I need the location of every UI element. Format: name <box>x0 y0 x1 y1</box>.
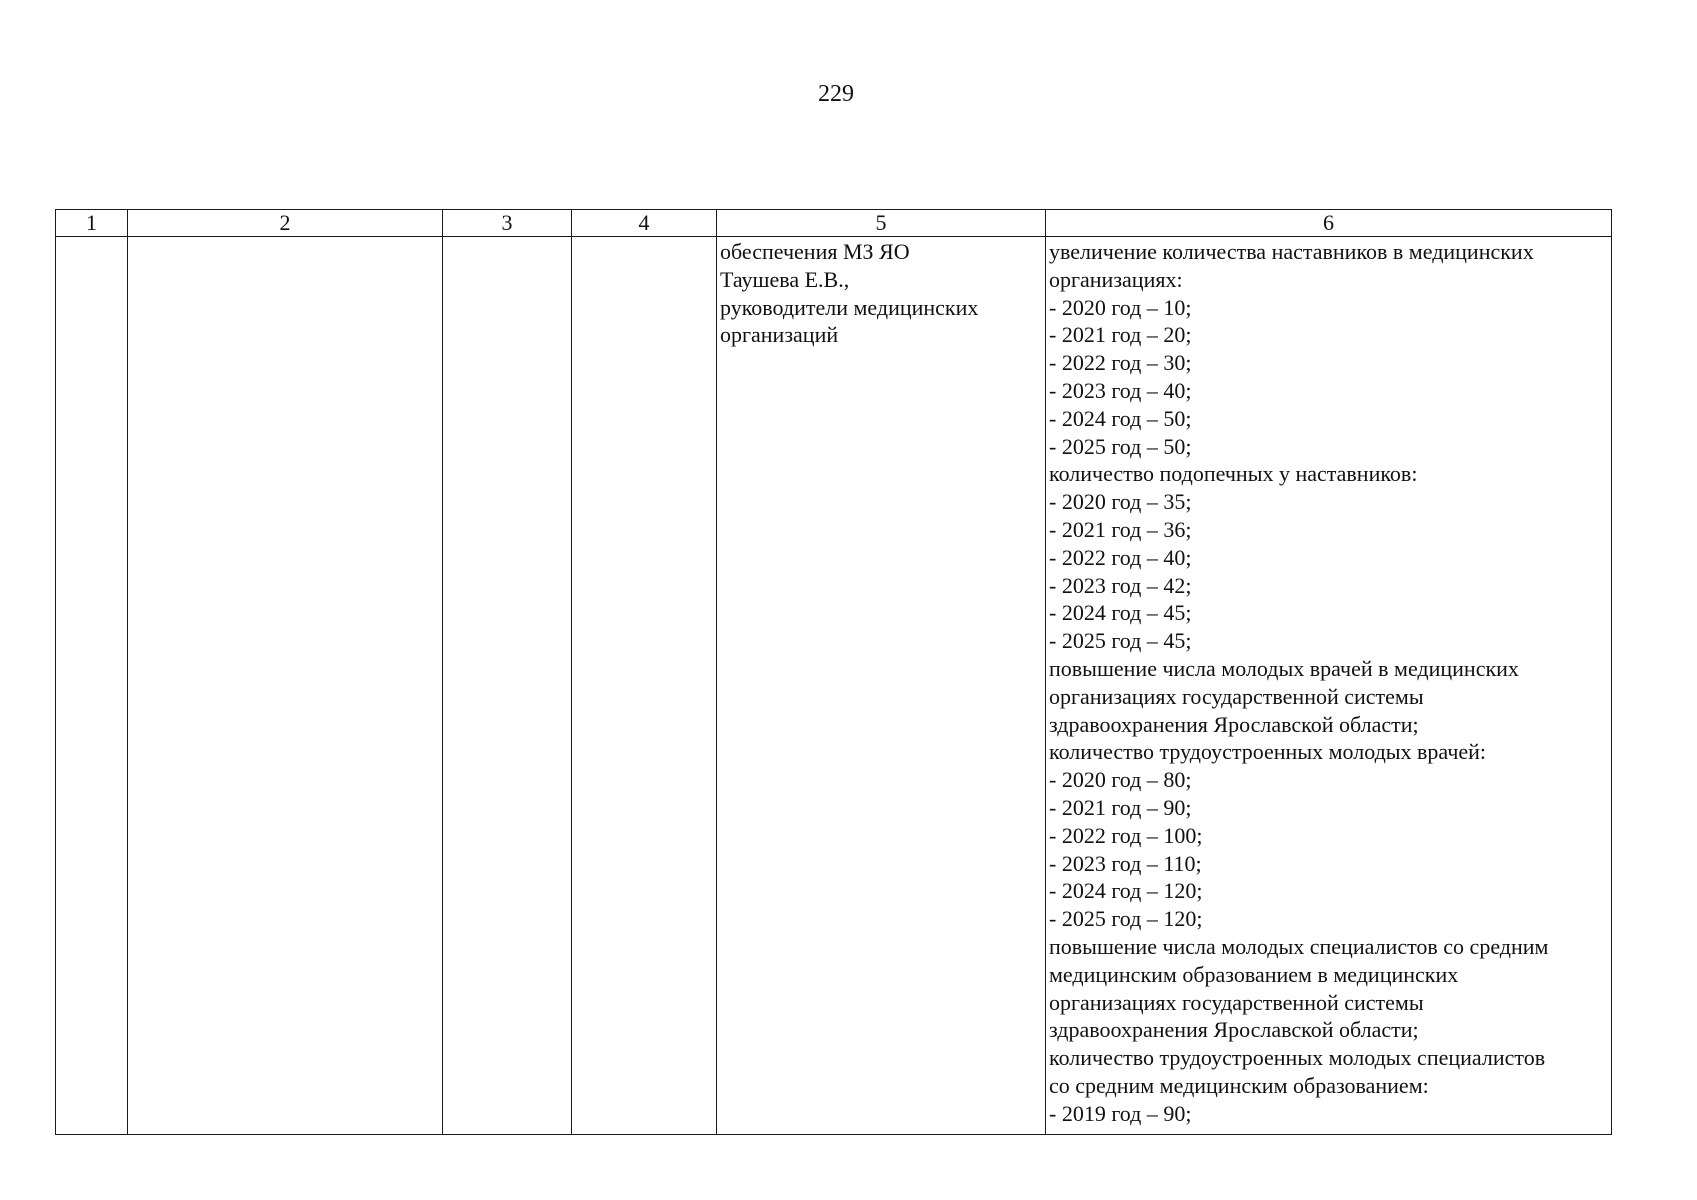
text-line: здравоохранения Ярославской области; <box>1049 711 1419 737</box>
text-line: повышение числа молодых специалистов со средним <box>1049 933 1549 959</box>
column-header-1: 1 <box>56 210 128 237</box>
text-line: повышение числа молодых врачей в медицинских <box>1049 655 1519 681</box>
text-line: Таушева Е.В., <box>720 266 850 292</box>
cell-indicators <box>1046 237 1612 1135</box>
text-line: - 2020 год – 35; <box>1049 489 1192 515</box>
text-line: - 2024 год – 120; <box>1049 878 1203 904</box>
text-line: организациях государственной системы <box>1049 683 1424 709</box>
column-header-2: 2 <box>128 210 443 237</box>
text-line: - 2023 год – 40; <box>1049 377 1192 403</box>
text-line: - 2024 год – 50; <box>1049 405 1192 431</box>
text-line: - 2020 год – 80; <box>1049 767 1192 793</box>
text-line: - 2021 год – 90; <box>1049 794 1192 820</box>
program-table <box>55 209 1612 1135</box>
column-header-4: 4 <box>572 210 717 237</box>
text-line: организаций <box>720 322 839 348</box>
column-number-row <box>56 210 1612 237</box>
text-line: - 2023 год – 42; <box>1049 572 1192 598</box>
cell-col1 <box>56 237 128 1135</box>
page-number: 229 <box>818 81 854 107</box>
text-line: количество трудоустроенных молодых врачей: <box>1049 739 1487 765</box>
text-line: - 2022 год – 40; <box>1049 544 1192 570</box>
column-header-5: 5 <box>717 210 1046 237</box>
text-line: со средним медицинским образованием: <box>1049 1072 1429 1098</box>
text-line: увеличение количества наставников в медицинских <box>1049 239 1534 264</box>
text-line: количество трудоустроенных молодых специалистов <box>1049 1045 1546 1071</box>
text-line: организациях государственной системы <box>1049 989 1424 1015</box>
cell-col3 <box>443 237 572 1135</box>
text-line: - 2020 год – 10; <box>1049 294 1192 320</box>
text-line: - 2019 год – 90; <box>1049 1100 1192 1126</box>
text-line: - 2025 год – 120; <box>1049 906 1203 932</box>
cell-responsible <box>717 237 1046 1135</box>
text-line: - 2025 год – 50; <box>1049 433 1192 459</box>
text-line: - 2022 год – 30; <box>1049 350 1192 376</box>
text-line: руководители медицинских <box>720 294 979 320</box>
text-line: - 2025 год – 45; <box>1049 628 1192 654</box>
cell-col4 <box>572 237 717 1135</box>
column-header-3: 3 <box>443 210 572 237</box>
table-row <box>56 237 1612 1135</box>
text-line: здравоохранения Ярославской области; <box>1049 1017 1419 1043</box>
text-line: количество подопечных у наставников: <box>1049 461 1418 487</box>
text-line: медицинским образованием в медицинских <box>1049 961 1459 987</box>
cell-col2 <box>128 237 443 1135</box>
text-line: - 2024 год – 45; <box>1049 600 1192 626</box>
text-line: - 2021 год – 36; <box>1049 516 1192 542</box>
text-line: - 2021 год – 20; <box>1049 322 1192 348</box>
text-line: - 2022 год – 100; <box>1049 822 1203 848</box>
text-line: - 2023 год – 110; <box>1049 850 1202 876</box>
text-line: обеспечения МЗ ЯО <box>720 239 910 264</box>
text-line: организациях: <box>1049 266 1183 292</box>
column-header-6: 6 <box>1046 210 1612 237</box>
